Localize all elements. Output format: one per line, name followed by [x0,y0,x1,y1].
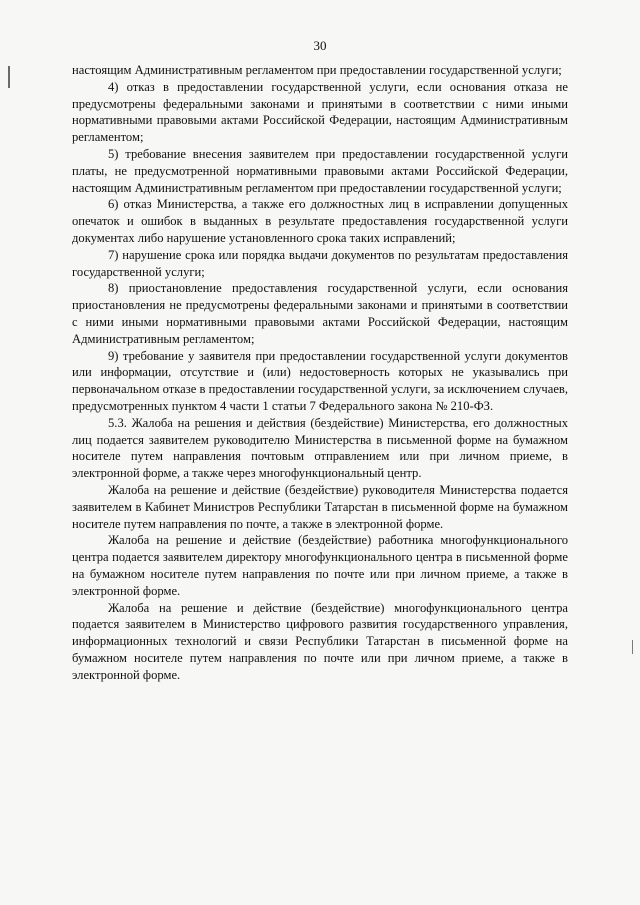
paragraph-continuation: настоящим Административным регламентом при предоставлении государственной услуги; [72,63,562,77]
paragraph-item-9: 9) требование у заявителя при предоставлении государственной услуги документов или информации, отсутствие и (или) недостоверность которых не указывались при первоначальном отказе в предоставлении государственной услуги, за исключением случаев, предусмотренных пунктом 4 части 1 статьи 7 Федерального закона № 210-ФЗ. [72,348,568,413]
scan-edge-mark [632,640,633,654]
page-number: 30 [313,38,327,53]
paragraph-item-8: 8) приостановление предоставления государственной услуги, если основания приостановления не предусмотрены федеральными законами и принятыми в соответствии с ними иными нормативными правовыми актами Российской Федерации, настоящим Административным регламентом; [72,281,568,346]
paragraph-complaint-mfc-worker: Жалоба на решение и действие (бездействие) работника многофункционального центра подается заявителем директору многофункционального центра в письменной форме на бумажном носителе путем направления по почте или при личном приеме, а также в электронной форме. [72,533,568,598]
paragraph-complaint-mfc: Жалоба на решение и действие (бездействие) многофункционального центра подается заявителем в Министерство цифрового развития государственного управления, информационных технологий и связи Республики Татарстан в письменной форме на бумажном носителе путем направления по почте или при личном приеме, а также в электронной форме. [72,600,568,682]
paragraph-item-4: 4) отказ в предоставлении государственной услуги, если основания отказа не предусмотрены федеральными законами и принятыми в соответствии с ними иными нормативными правовыми актами Российской Федерации, настоящим Административным регламентом; [72,79,568,145]
scan-margin-mark [8,66,10,88]
paragraph-item-5: 5) требование внесения заявителем при предоставлении государственной услуги платы, не предусмотренной нормативными правовыми актами Российской Федерации, настоящим Административным регламентом при предоставлении государственной услуги; [72,146,568,195]
paragraph-complaint-head: Жалоба на решение и действие (бездействие) руководителя Министерства подается заявителем в Кабинет Министров Республики Татарстан в письменной форме на бумажном носителе путем направления по почте, а также в электронной форме. [72,482,568,531]
paragraph-section-5-3: 5.3. Жалоба на решения и действия (бездействие) Министерства, его должностных лиц подается заявителем руководителю Министерства в письменной форме на бумажном носителе путем направления почтовым отправлением или при личном приеме, в электронной форме, а также через многофункциональный центр. [72,415,568,481]
paragraph-item-6: 6) отказ Министерства, а также его должностных лиц в исправлении допущенных опечаток и ошибок в выданных в результате предоставления государственной услуги документах либо нарушение установленного срока таких исправлений; [72,197,568,245]
document-body [72,62,568,683]
paragraph-item-7: 7) нарушение срока или порядка выдачи документов по результатам предоставления государственной услуги; [72,247,568,279]
